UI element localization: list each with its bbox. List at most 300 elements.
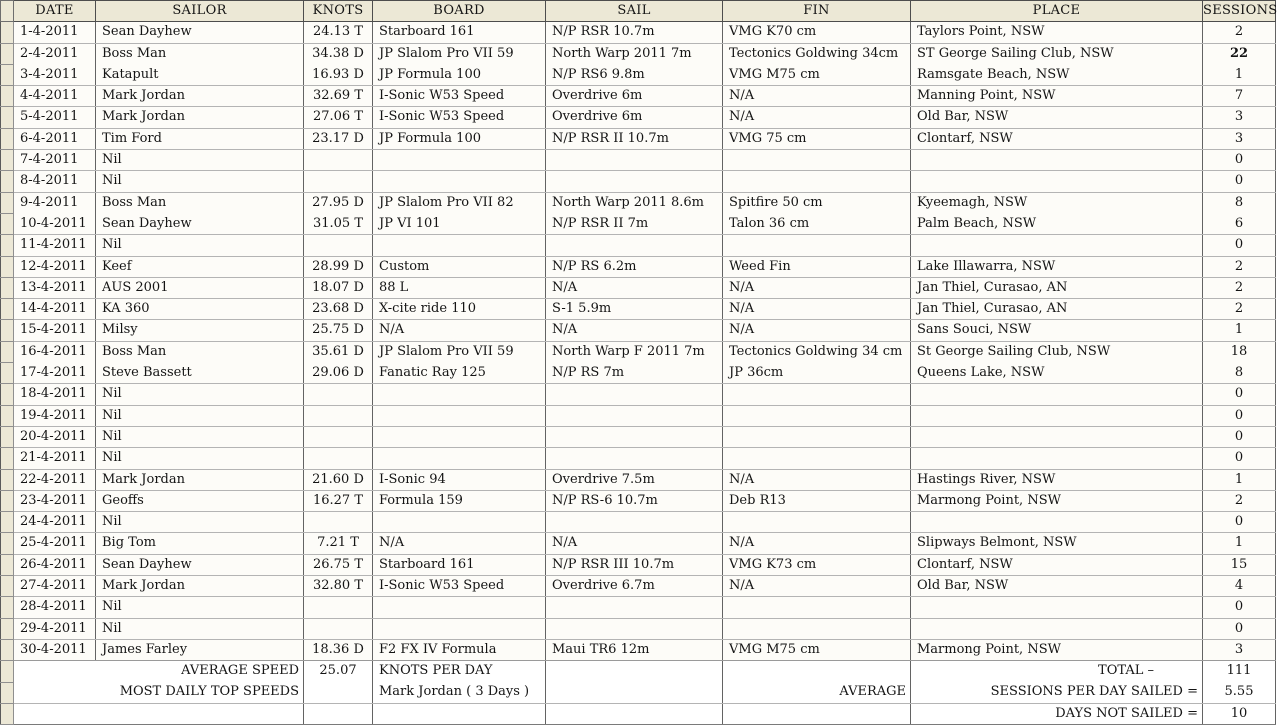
cell-place[interactable]: Jan Thiel, Curasao, AN [911, 277, 1203, 298]
cell-knots[interactable]: 18.36 D [304, 639, 373, 660]
cell-board[interactable]: N/A [373, 533, 546, 554]
cell-date[interactable]: 20-4-2011 [14, 426, 96, 447]
column-header-sessions[interactable]: SESSIONS [1203, 1, 1276, 22]
cell-place[interactable]: Old Bar, NSW [911, 107, 1203, 128]
cell-fin[interactable] [723, 405, 911, 426]
row-stub[interactable] [1, 597, 14, 618]
cell-date[interactable]: 27-4-2011 [14, 576, 96, 597]
cell-place[interactable] [911, 150, 1203, 171]
column-header-sailor[interactable]: SAILOR [96, 1, 304, 22]
cell-sailor[interactable]: Keef [96, 256, 304, 277]
cell-sessions[interactable]: 8 [1203, 192, 1276, 213]
cell-fin[interactable] [723, 384, 911, 405]
cell-knots[interactable]: 35.61 D [304, 341, 373, 362]
cell-sessions[interactable]: 2 [1203, 299, 1276, 320]
cell-sessions[interactable]: 1 [1203, 320, 1276, 341]
cell-sail[interactable] [546, 405, 723, 426]
cell-sail[interactable]: N/A [546, 277, 723, 298]
cell-sail[interactable] [546, 235, 723, 256]
cell-fin[interactable]: N/A [723, 86, 911, 107]
cell-sailor[interactable]: Sean Dayhew [96, 554, 304, 575]
cell-knots[interactable] [304, 405, 373, 426]
cell-sailor[interactable]: Mark Jordan [96, 469, 304, 490]
cell-sessions[interactable]: 0 [1203, 405, 1276, 426]
cell-sail[interactable]: N/P RSR II 10.7m [546, 128, 723, 149]
cell-date[interactable]: 28-4-2011 [14, 597, 96, 618]
cell-sail[interactable]: N/P RSR III 10.7m [546, 554, 723, 575]
cell-sessions[interactable]: 18 [1203, 341, 1276, 362]
cell-place[interactable]: Lake Illawarra, NSW [911, 256, 1203, 277]
cell-fin[interactable]: Deb R13 [723, 490, 911, 511]
cell-sail[interactable] [546, 618, 723, 639]
cell-fin[interactable]: VMG K73 cm [723, 554, 911, 575]
cell-sessions[interactable]: 0 [1203, 150, 1276, 171]
footer-days-not-sailed-value[interactable]: 10 [1203, 703, 1276, 724]
cell-place[interactable] [911, 448, 1203, 469]
footer-empty-knots[interactable] [304, 682, 373, 703]
cell-sessions[interactable]: 1 [1203, 64, 1276, 85]
row-stub[interactable] [1, 235, 14, 256]
footer-average-speed-value[interactable]: 25.07 [304, 661, 373, 682]
cell-sessions[interactable]: 0 [1203, 171, 1276, 192]
cell-date[interactable]: 25-4-2011 [14, 533, 96, 554]
cell-fin[interactable]: N/A [723, 533, 911, 554]
cell-sailor[interactable]: Boss Man [96, 341, 304, 362]
footer-sessions-per-day-value[interactable]: 5.55 [1203, 682, 1276, 703]
cell-sailor[interactable]: Mark Jordan [96, 107, 304, 128]
row-stub[interactable] [1, 107, 14, 128]
column-header-sail[interactable]: SAIL [546, 1, 723, 22]
cell-knots[interactable] [304, 171, 373, 192]
corner-stub[interactable] [1, 1, 14, 22]
cell-board[interactable]: I-Sonic W53 Speed [373, 107, 546, 128]
footer-total-label[interactable]: TOTAL – [911, 661, 1203, 682]
cell-sailor[interactable]: Katapult [96, 64, 304, 85]
cell-place[interactable]: Clontarf, NSW [911, 128, 1203, 149]
footer-label-average-speed[interactable]: AVERAGE SPEED [14, 661, 304, 682]
cell-fin[interactable] [723, 426, 911, 447]
cell-sessions[interactable]: 2 [1203, 490, 1276, 511]
cell-sail[interactable]: N/P RS 7m [546, 363, 723, 384]
cell-knots[interactable]: 21.60 D [304, 469, 373, 490]
cell-date[interactable]: 4-4-2011 [14, 86, 96, 107]
cell-knots[interactable] [304, 426, 373, 447]
cell-date[interactable]: 12-4-2011 [14, 256, 96, 277]
cell-date[interactable]: 9-4-2011 [14, 192, 96, 213]
column-header-board[interactable]: BOARD [373, 1, 546, 22]
cell-sessions[interactable]: 4 [1203, 576, 1276, 597]
cell-knots[interactable] [304, 448, 373, 469]
cell-fin[interactable] [723, 448, 911, 469]
cell-date[interactable]: 6-4-2011 [14, 128, 96, 149]
row-stub[interactable] [1, 469, 14, 490]
cell-knots[interactable]: 16.93 D [304, 64, 373, 85]
cell-knots[interactable]: 26.75 T [304, 554, 373, 575]
cell-board[interactable] [373, 171, 546, 192]
cell-board[interactable]: 88 L [373, 277, 546, 298]
row-stub[interactable] [1, 576, 14, 597]
row-stub[interactable] [1, 43, 14, 64]
row-stub[interactable] [1, 192, 14, 213]
cell-date[interactable]: 17-4-2011 [14, 363, 96, 384]
cell-sail[interactable]: North Warp 2011 8.6m [546, 192, 723, 213]
footer-knots-per-day-winner[interactable]: Mark Jordan ( 3 Days ) [373, 682, 546, 703]
footer-empty-fin[interactable] [723, 661, 911, 682]
row-stub[interactable] [1, 299, 14, 320]
row-stub[interactable] [1, 661, 14, 682]
cell-date[interactable]: 14-4-2011 [14, 299, 96, 320]
cell-place[interactable]: Slipways Belmont, NSW [911, 533, 1203, 554]
cell-board[interactable]: F2 FX IV Formula [373, 639, 546, 660]
cell-knots[interactable] [304, 235, 373, 256]
cell-sailor[interactable]: AUS 2001 [96, 277, 304, 298]
column-header-date[interactable]: DATE [14, 1, 96, 22]
cell-fin[interactable]: N/A [723, 469, 911, 490]
cell-sail[interactable]: Overdrive 7.5m [546, 469, 723, 490]
row-stub[interactable] [1, 533, 14, 554]
row-stub[interactable] [1, 341, 14, 362]
cell-sail[interactable] [546, 512, 723, 533]
footer-empty-fin[interactable] [723, 703, 911, 724]
cell-date[interactable]: 5-4-2011 [14, 107, 96, 128]
footer-empty-sail[interactable] [546, 682, 723, 703]
cell-sessions[interactable]: 3 [1203, 107, 1276, 128]
cell-sailor[interactable]: Sean Dayhew [96, 213, 304, 234]
footer-label-most-daily[interactable]: MOST DAILY TOP SPEEDS [14, 682, 304, 703]
cell-fin[interactable]: Weed Fin [723, 256, 911, 277]
cell-knots[interactable]: 7.21 T [304, 533, 373, 554]
row-stub[interactable] [1, 86, 14, 107]
cell-board[interactable]: Formula 159 [373, 490, 546, 511]
cell-sail[interactable]: North Warp F 2011 7m [546, 341, 723, 362]
cell-board[interactable]: I-Sonic W53 Speed [373, 86, 546, 107]
cell-sailor[interactable]: Nil [96, 597, 304, 618]
cell-place[interactable] [911, 235, 1203, 256]
cell-place[interactable]: Marmong Point, NSW [911, 490, 1203, 511]
cell-sail[interactable]: N/P RSR II 7m [546, 213, 723, 234]
cell-knots[interactable] [304, 150, 373, 171]
row-stub[interactable] [1, 363, 14, 384]
cell-fin[interactable]: VMG 75 cm [723, 128, 911, 149]
cell-sessions[interactable]: 0 [1203, 618, 1276, 639]
cell-place[interactable]: Ramsgate Beach, NSW [911, 64, 1203, 85]
cell-sailor[interactable]: Mark Jordan [96, 576, 304, 597]
cell-knots[interactable] [304, 618, 373, 639]
cell-fin[interactable]: Tectonics Goldwing 34 cm [723, 341, 911, 362]
cell-date[interactable]: 13-4-2011 [14, 277, 96, 298]
cell-sail[interactable] [546, 448, 723, 469]
cell-sailor[interactable]: Nil [96, 448, 304, 469]
cell-sail[interactable]: Maui TR6 12m [546, 639, 723, 660]
row-stub[interactable] [1, 384, 14, 405]
cell-sessions[interactable]: 8 [1203, 363, 1276, 384]
cell-sailor[interactable]: Big Tom [96, 533, 304, 554]
cell-place[interactable]: Palm Beach, NSW [911, 213, 1203, 234]
footer-empty-board[interactable] [373, 703, 546, 724]
cell-knots[interactable]: 32.80 T [304, 576, 373, 597]
cell-sailor[interactable]: Nil [96, 384, 304, 405]
cell-knots[interactable] [304, 384, 373, 405]
cell-knots[interactable]: 32.69 T [304, 86, 373, 107]
row-stub[interactable] [1, 703, 14, 724]
cell-date[interactable]: 8-4-2011 [14, 171, 96, 192]
cell-fin[interactable]: N/A [723, 320, 911, 341]
cell-date[interactable]: 24-4-2011 [14, 512, 96, 533]
row-stub[interactable] [1, 150, 14, 171]
cell-date[interactable]: 29-4-2011 [14, 618, 96, 639]
row-stub[interactable] [1, 490, 14, 511]
cell-sessions[interactable]: 3 [1203, 128, 1276, 149]
footer-total-sessions[interactable]: 111 [1203, 661, 1276, 682]
cell-fin[interactable] [723, 235, 911, 256]
footer-days-not-sailed-label[interactable]: DAYS NOT SAILED = [911, 703, 1203, 724]
cell-place[interactable]: Kyeemagh, NSW [911, 192, 1203, 213]
cell-date[interactable]: 11-4-2011 [14, 235, 96, 256]
cell-place[interactable]: Clontarf, NSW [911, 554, 1203, 575]
cell-sailor[interactable]: Nil [96, 150, 304, 171]
cell-date[interactable]: 10-4-2011 [14, 213, 96, 234]
row-stub[interactable] [1, 639, 14, 660]
cell-sessions[interactable]: 2 [1203, 277, 1276, 298]
cell-knots[interactable]: 25.75 D [304, 320, 373, 341]
cell-sailor[interactable]: Milsy [96, 320, 304, 341]
cell-sessions[interactable]: 1 [1203, 533, 1276, 554]
cell-sailor[interactable]: Nil [96, 405, 304, 426]
footer-empty-sail[interactable] [546, 661, 723, 682]
cell-date[interactable]: 19-4-2011 [14, 405, 96, 426]
cell-sailor[interactable]: Steve Bassett [96, 363, 304, 384]
cell-knots[interactable]: 16.27 T [304, 490, 373, 511]
cell-fin[interactable]: Tectonics Goldwing 34cm [723, 43, 911, 64]
cell-date[interactable]: 7-4-2011 [14, 150, 96, 171]
cell-sail[interactable]: N/P RS6 9.8m [546, 64, 723, 85]
cell-board[interactable] [373, 384, 546, 405]
cell-knots[interactable]: 24.13 T [304, 22, 373, 43]
cell-sail[interactable] [546, 597, 723, 618]
cell-fin[interactable]: VMG M75 cm [723, 64, 911, 85]
cell-sail[interactable]: N/A [546, 533, 723, 554]
cell-sailor[interactable]: Nil [96, 512, 304, 533]
cell-board[interactable]: I-Sonic 94 [373, 469, 546, 490]
column-header-knots[interactable]: KNOTS [304, 1, 373, 22]
cell-sailor[interactable]: Boss Man [96, 192, 304, 213]
cell-place[interactable] [911, 171, 1203, 192]
cell-board[interactable] [373, 235, 546, 256]
row-stub[interactable] [1, 405, 14, 426]
cell-sail[interactable]: N/A [546, 320, 723, 341]
cell-knots[interactable]: 18.07 D [304, 277, 373, 298]
cell-sessions[interactable]: 1 [1203, 469, 1276, 490]
cell-date[interactable]: 15-4-2011 [14, 320, 96, 341]
cell-sailor[interactable]: Nil [96, 235, 304, 256]
cell-board[interactable]: JP Slalom Pro VII 59 [373, 43, 546, 64]
cell-date[interactable]: 1-4-2011 [14, 22, 96, 43]
cell-date[interactable]: 2-4-2011 [14, 43, 96, 64]
cell-place[interactable]: ST George Sailing Club, NSW [911, 43, 1203, 64]
row-stub[interactable] [1, 512, 14, 533]
cell-sessions[interactable]: 2 [1203, 256, 1276, 277]
cell-sessions[interactable]: 0 [1203, 235, 1276, 256]
cell-date[interactable]: 16-4-2011 [14, 341, 96, 362]
cell-board[interactable]: I-Sonic W53 Speed [373, 576, 546, 597]
cell-place[interactable]: Sans Souci, NSW [911, 320, 1203, 341]
cell-knots[interactable] [304, 512, 373, 533]
cell-fin[interactable]: VMG M75 cm [723, 639, 911, 660]
cell-place[interactable] [911, 405, 1203, 426]
cell-sessions[interactable]: 0 [1203, 384, 1276, 405]
cell-fin[interactable] [723, 597, 911, 618]
cell-sailor[interactable]: Mark Jordan [96, 86, 304, 107]
cell-sail[interactable] [546, 171, 723, 192]
cell-knots[interactable]: 34.38 D [304, 43, 373, 64]
footer-sessions-per-day-label[interactable]: SESSIONS PER DAY SAILED = [911, 682, 1203, 703]
cell-knots[interactable]: 29.06 D [304, 363, 373, 384]
cell-place[interactable]: Taylors Point, NSW [911, 22, 1203, 43]
cell-place[interactable]: Queens Lake, NSW [911, 363, 1203, 384]
cell-sailor[interactable]: Nil [96, 618, 304, 639]
cell-board[interactable] [373, 405, 546, 426]
cell-place[interactable] [911, 618, 1203, 639]
cell-knots[interactable]: 28.99 D [304, 256, 373, 277]
cell-board[interactable]: JP Slalom Pro VII 82 [373, 192, 546, 213]
cell-knots[interactable]: 23.68 D [304, 299, 373, 320]
cell-board[interactable]: JP Slalom Pro VII 59 [373, 341, 546, 362]
cell-fin[interactable]: N/A [723, 576, 911, 597]
cell-knots[interactable]: 31.05 T [304, 213, 373, 234]
row-stub[interactable] [1, 171, 14, 192]
cell-sailor[interactable]: Boss Man [96, 43, 304, 64]
row-stub[interactable] [1, 448, 14, 469]
cell-fin[interactable]: N/A [723, 299, 911, 320]
cell-sail[interactable]: Overdrive 6.7m [546, 576, 723, 597]
cell-board[interactable]: X-cite ride 110 [373, 299, 546, 320]
cell-board[interactable] [373, 448, 546, 469]
cell-sail[interactable]: S-1 5.9m [546, 299, 723, 320]
row-stub[interactable] [1, 277, 14, 298]
cell-sessions[interactable]: 0 [1203, 448, 1276, 469]
cell-board[interactable] [373, 512, 546, 533]
cell-sail[interactable]: North Warp 2011 7m [546, 43, 723, 64]
cell-board[interactable]: N/A [373, 320, 546, 341]
cell-sailor[interactable]: Nil [96, 426, 304, 447]
column-header-fin[interactable]: FIN [723, 1, 911, 22]
cell-board[interactable]: JP Formula 100 [373, 128, 546, 149]
cell-date[interactable]: 21-4-2011 [14, 448, 96, 469]
cell-sessions[interactable]: 0 [1203, 597, 1276, 618]
cell-sessions[interactable]: 0 [1203, 426, 1276, 447]
cell-fin[interactable] [723, 171, 911, 192]
row-stub[interactable] [1, 320, 14, 341]
cell-board[interactable]: Starboard 161 [373, 22, 546, 43]
cell-sail[interactable]: N/P RS 6.2m [546, 256, 723, 277]
cell-board[interactable]: Fanatic Ray 125 [373, 363, 546, 384]
cell-knots[interactable]: 27.06 T [304, 107, 373, 128]
cell-fin[interactable]: Spitfire 50 cm [723, 192, 911, 213]
cell-fin[interactable] [723, 512, 911, 533]
cell-fin[interactable] [723, 150, 911, 171]
cell-sessions[interactable]: 3 [1203, 639, 1276, 660]
cell-sail[interactable]: N/P RS-6 10.7m [546, 490, 723, 511]
row-stub[interactable] [1, 64, 14, 85]
cell-board[interactable]: Custom [373, 256, 546, 277]
cell-sailor[interactable]: Sean Dayhew [96, 22, 304, 43]
cell-board[interactable] [373, 150, 546, 171]
cell-place[interactable]: Hastings River, NSW [911, 469, 1203, 490]
cell-date[interactable]: 3-4-2011 [14, 64, 96, 85]
cell-place[interactable] [911, 597, 1203, 618]
cell-fin[interactable]: Talon 36 cm [723, 213, 911, 234]
cell-board[interactable] [373, 597, 546, 618]
cell-sail[interactable] [546, 426, 723, 447]
cell-date[interactable]: 26-4-2011 [14, 554, 96, 575]
cell-sessions[interactable]: 7 [1203, 86, 1276, 107]
cell-sessions[interactable]: 15 [1203, 554, 1276, 575]
footer-average-label[interactable]: AVERAGE [723, 682, 911, 703]
cell-date[interactable]: 22-4-2011 [14, 469, 96, 490]
cell-board[interactable] [373, 618, 546, 639]
cell-sailor[interactable]: Nil [96, 171, 304, 192]
cell-place[interactable] [911, 384, 1203, 405]
cell-board[interactable]: Starboard 161 [373, 554, 546, 575]
cell-sessions[interactable]: 6 [1203, 213, 1276, 234]
cell-fin[interactable]: VMG K70 cm [723, 22, 911, 43]
cell-sessions[interactable]: 0 [1203, 512, 1276, 533]
cell-sail[interactable]: Overdrive 6m [546, 86, 723, 107]
cell-date[interactable]: 18-4-2011 [14, 384, 96, 405]
cell-sailor[interactable]: Tim Ford [96, 128, 304, 149]
footer-empty-sail[interactable] [546, 703, 723, 724]
cell-place[interactable] [911, 512, 1203, 533]
cell-knots[interactable]: 27.95 D [304, 192, 373, 213]
cell-place[interactable] [911, 426, 1203, 447]
cell-fin[interactable]: N/A [723, 107, 911, 128]
cell-knots[interactable]: 23.17 D [304, 128, 373, 149]
cell-fin[interactable]: JP 36cm [723, 363, 911, 384]
cell-sessions[interactable]: 22 [1203, 43, 1276, 64]
cell-sail[interactable]: Overdrive 6m [546, 107, 723, 128]
cell-fin[interactable]: N/A [723, 277, 911, 298]
row-stub[interactable] [1, 682, 14, 703]
cell-knots[interactable] [304, 597, 373, 618]
cell-place[interactable]: Marmong Point, NSW [911, 639, 1203, 660]
row-stub[interactable] [1, 256, 14, 277]
row-stub[interactable] [1, 213, 14, 234]
row-stub[interactable] [1, 618, 14, 639]
cell-sailor[interactable]: James Farley [96, 639, 304, 660]
cell-date[interactable]: 30-4-2011 [14, 639, 96, 660]
row-stub[interactable] [1, 22, 14, 43]
cell-sail[interactable] [546, 384, 723, 405]
cell-sail[interactable]: N/P RSR 10.7m [546, 22, 723, 43]
cell-sessions[interactable]: 2 [1203, 22, 1276, 43]
cell-fin[interactable] [723, 618, 911, 639]
cell-place[interactable]: Old Bar, NSW [911, 576, 1203, 597]
cell-sail[interactable] [546, 150, 723, 171]
row-stub[interactable] [1, 128, 14, 149]
cell-board[interactable]: JP Formula 100 [373, 64, 546, 85]
column-header-place[interactable]: PLACE [911, 1, 1203, 22]
row-stub[interactable] [1, 426, 14, 447]
cell-date[interactable]: 23-4-2011 [14, 490, 96, 511]
cell-board[interactable]: JP VI 101 [373, 213, 546, 234]
footer-knots-per-day-label[interactable]: KNOTS PER DAY [373, 661, 546, 682]
cell-board[interactable] [373, 426, 546, 447]
footer-empty-label[interactable] [14, 703, 304, 724]
row-stub[interactable] [1, 554, 14, 575]
footer-empty-knots[interactable] [304, 703, 373, 724]
cell-sailor[interactable]: Geoffs [96, 490, 304, 511]
cell-place[interactable]: Jan Thiel, Curasao, AN [911, 299, 1203, 320]
